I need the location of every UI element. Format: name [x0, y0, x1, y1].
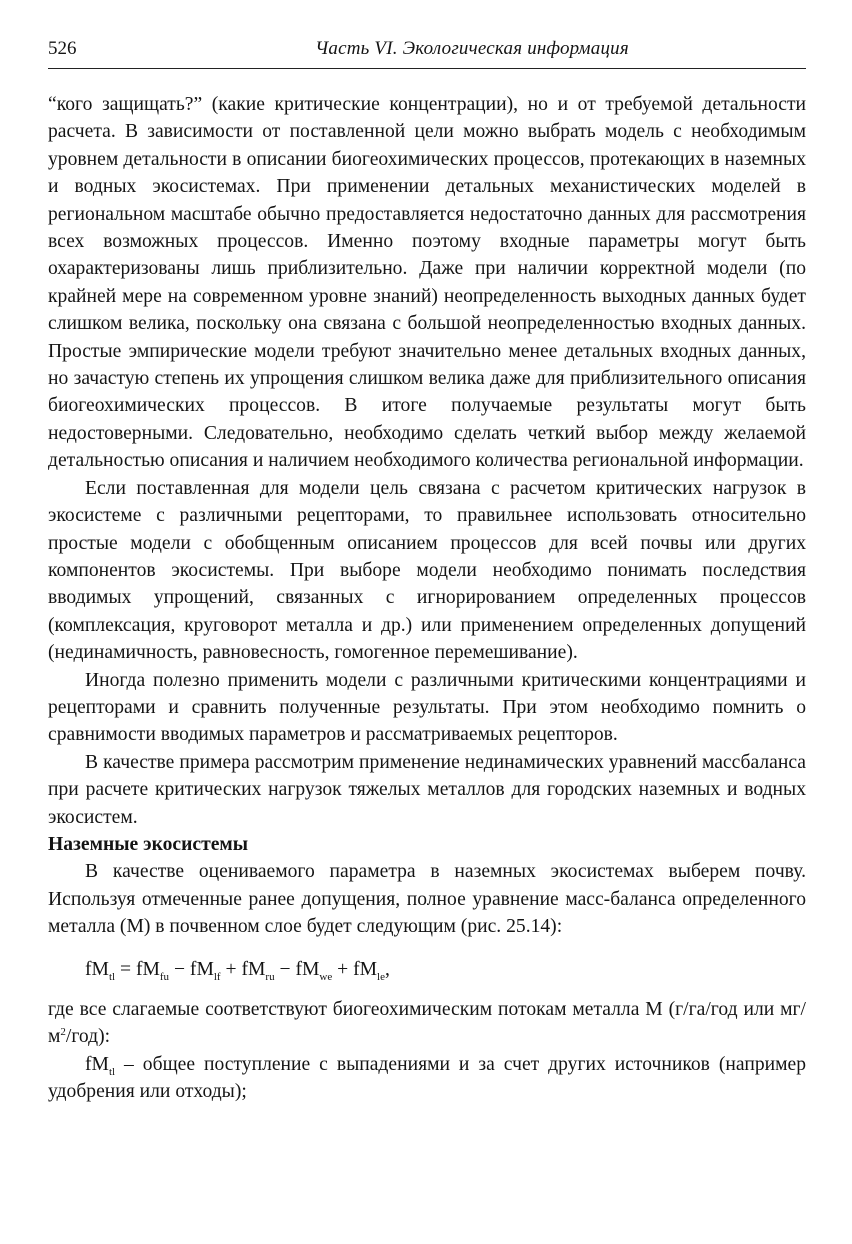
- formula-term: fM: [241, 958, 266, 980]
- units-superscript: 2: [60, 1026, 66, 1039]
- page-body: [48, 91, 806, 1106]
- formula-operator: +: [332, 958, 354, 980]
- formula-term: fM: [353, 958, 378, 980]
- formula-subscript: le: [377, 970, 385, 983]
- formula-subscript: lf: [213, 970, 221, 983]
- section-heading: Наземные экосистемы: [48, 833, 249, 855]
- paragraph-3: Иногда полезно применить модели с различными критическими концентрациями и рецепторами и сравнить полученные результаты. При этом необходимо помнить о сравнимости вводимых параметров и рассматриваемых рецепторов.: [48, 669, 806, 746]
- units-text: где все слагаемые соответствуют биогеохимическим потокам металла М (г/га/год или мг/м: [48, 999, 806, 1048]
- paragraph-2: Если поставленная для модели цель связана с расчетом критических нагрузок в экосистеме с различными рецепторами, то правильнее использовать относительно простые модели с обобщенным описанием процессов для всей почвы или других компонентов экосистемы. При выборе модели необходимо понимать последствия вводимых упрощений, связанных с игнорированием определенных процессов (комплексация, круговорот металла и др.) или применением определенных допущений (нединамичность, равновесность, гомогенное перемешивание).: [48, 477, 806, 664]
- paragraph-1: “кого защищать?” (какие критические концентрации), но и от требуемой детальности расчета. В зависимости от поставленной цели можно выбрать модель с необходимым уровнем детальности в описании биогеохимических процессов, протекающих в наземных и водных экосистемах. При применении детальных механистических моделей в региональном масштабе обычно предоставляется недостаточно данных для рассмотрения всех возможных процессов. Именно поэтому входные параметры могут быть охарактеризованы лишь приблизительно. Даже при наличии корректной модели (по крайней мере на современном уровне знаний) неопределенность выходных данных будет слишком велика, поскольку она связана с большой неопределенностью входных данных. Простые эмпирические модели требуют значительно менее детальных входных данных, но зачастую степень их упрощения слишком велика даже для приблизительного описания биогеохимических процессов. В итоге получаемые результаты могут быть недостоверными. Следовательно, необходимо сделать четкий выбор между желаемой детальностью описания и наличием необходимого количества региональной информации.: [48, 94, 806, 472]
- definition-text: – общее поступление с выпадениями и за счет других источников (например удобрения или отходы);: [48, 1053, 806, 1103]
- formula-operator: −: [274, 958, 296, 980]
- definition-item: [48, 1051, 806, 1106]
- page-header: [48, 38, 806, 69]
- units-tail: /год):: [65, 1026, 111, 1048]
- formula-operator: =: [115, 958, 136, 980]
- section-paragraph: В качестве оцениваемого параметра в наземных экосистемах выберем почву. Используя отмеченные ранее допущения, полное уравнение масс-баланса определенного металла (М) в почвенном слое будет следующим (рис. 25.14):: [48, 861, 806, 938]
- formula-term: fM: [295, 958, 320, 980]
- formula-term: fM: [189, 958, 214, 980]
- definition-symbol: fM: [85, 1053, 109, 1075]
- formula-term: fM: [135, 958, 160, 980]
- formula-operator: −: [169, 958, 190, 980]
- book-page: [48, 38, 806, 1106]
- formula-term: fM: [85, 958, 109, 980]
- formula-operator: +: [220, 958, 242, 980]
- definition-subscript: tl: [108, 1065, 116, 1078]
- units-paragraph: [48, 996, 806, 1051]
- mass-balance-formula: [85, 956, 806, 983]
- paragraph-4: В качестве примера рассмотрим применение нединамических уравнений массбаланса при расчете критических нагрузок тяжелых металлов для городских наземных и водных экосистем.: [48, 751, 806, 828]
- formula-subscript: tl: [108, 970, 116, 983]
- formula-end: ,: [385, 958, 390, 980]
- formula-subscript: fu: [159, 970, 170, 983]
- page-number: 526: [48, 38, 77, 59]
- formula-subscript: ru: [265, 970, 275, 983]
- running-title: Часть VI. Экологическая информация: [315, 38, 629, 59]
- formula-subscript: we: [319, 970, 333, 983]
